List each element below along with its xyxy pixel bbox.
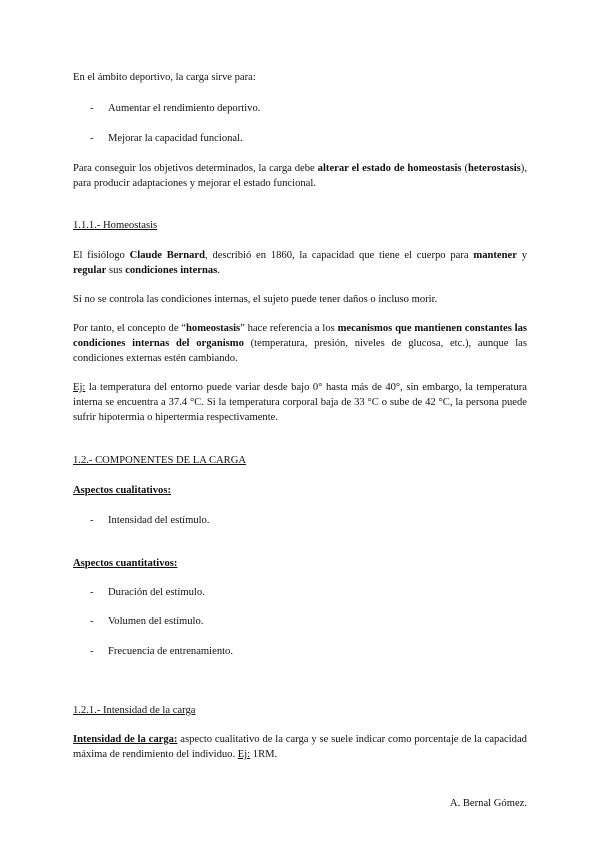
- bullet-dash: -: [90, 103, 94, 114]
- concept-text-2: ” hace referencia a los: [240, 323, 338, 334]
- quantitative-heading: Aspectos cuantitativos:: [73, 558, 178, 569]
- example-paragraph: [73, 380, 527, 425]
- intensity-label: Intensidad de la carga:: [73, 734, 178, 745]
- bullet-text: Mejorar la capacidad funcional.: [108, 133, 243, 144]
- goals-bold-1: alterar el estado de homeostasis: [317, 163, 462, 174]
- qualitative-heading: Aspectos cualitativos:: [73, 485, 171, 496]
- concept-text-3: (temperatura, presión, niveles de glucosa, etc.), aunque las condiciones externas estén cambiando.: [73, 338, 527, 364]
- concept-paragraph: [73, 321, 527, 366]
- intro-text: En el ámbito deportivo, la carga sirve para:: [73, 72, 256, 83]
- section-components-heading: 1.2.- COMPONENTES DE LA CARGA: [73, 455, 247, 466]
- goals-paragraph: [73, 161, 527, 191]
- intensity-text-1: aspecto cualitativo de la carga y se suele indicar como porcentaje de la capacidad máxima de rendimiento del individuo.: [73, 734, 527, 760]
- intro-bullet-1: [90, 101, 260, 116]
- bullet-text: Volumen del estímulo.: [108, 616, 204, 627]
- intro-bullet-2: [90, 131, 243, 146]
- concept-bold-2: mecanismos que mantienen constantes las condiciones internas del organismo: [73, 323, 527, 349]
- bernard-text-1: El fisiólogo: [73, 250, 130, 261]
- bernard-text-2: , describió en 1860, la capacidad que tiene el cuerpo para: [205, 250, 474, 261]
- bernard-text-4: sus: [106, 265, 126, 276]
- bullet-text: Aumentar el rendimiento deportivo.: [108, 103, 261, 114]
- section-intensity-heading: 1.2.1.- Intensidad de la carga: [73, 705, 196, 716]
- goals-text-1: Para conseguir los objetivos determinados, la carga debe: [73, 163, 318, 174]
- bullet-text: Duración del estímulo.: [108, 587, 205, 598]
- goals-text-2: (: [461, 163, 469, 174]
- bernard-bold-4: condiciones internas: [125, 265, 218, 276]
- control-paragraph: Si no se controla las condiciones internas, el sujeto puede tener daños o incluso morir.: [73, 294, 438, 305]
- bernard-text-5: .: [217, 265, 220, 276]
- example-label: Ej:: [73, 382, 86, 393]
- qualitative-bullet-1: [90, 513, 210, 528]
- intensity-example-label: Ej:: [237, 749, 251, 760]
- bernard-bold-2: mantener: [473, 250, 517, 261]
- concept-bold-1: homeostasis: [186, 323, 241, 334]
- bullet-dash: -: [90, 646, 94, 657]
- quantitative-bullet-1: [90, 585, 205, 600]
- bernard-paragraph: [73, 248, 527, 278]
- bullet-dash: -: [90, 515, 94, 526]
- bullet-text: Intensidad del estímulo.: [108, 515, 210, 526]
- goals-text-3: ), para producir adaptaciones y mejorar el estado funcional.: [73, 163, 527, 189]
- bullet-dash: -: [90, 616, 94, 627]
- section-homeostasis-heading: 1.1.1.- Homeostasis: [73, 220, 158, 231]
- quantitative-bullet-3: [90, 644, 233, 659]
- bullet-text: Frecuencia de entrenamiento.: [108, 646, 234, 657]
- quantitative-bullet-2: [90, 614, 203, 629]
- concept-text-1: Por tanto, el concepto de “: [73, 323, 187, 334]
- bernard-text-3: y: [516, 250, 527, 261]
- bullet-dash: -: [90, 133, 94, 144]
- intensity-paragraph: [73, 732, 527, 762]
- goals-bold-2: heterostasis: [468, 163, 521, 174]
- intensity-text-2: 1RM.: [250, 749, 278, 760]
- bullet-dash: -: [90, 587, 94, 598]
- bernard-bold-1: Claude Bernard: [129, 250, 206, 261]
- bernard-bold-3: regular: [73, 265, 107, 276]
- example-text: la temperatura del entorno puede variar desde bajo 0° hasta más de 40°, sin embargo, la temperatura interna se encuentra a 37.4 °C. Si la temperatura corporal baja de 33 °C o sube de 42 °C, la persona puede sufrir hipotermia o hipertermia respectivamente.: [73, 382, 527, 423]
- footer-author: A. Bernal Gómez.: [449, 798, 527, 809]
